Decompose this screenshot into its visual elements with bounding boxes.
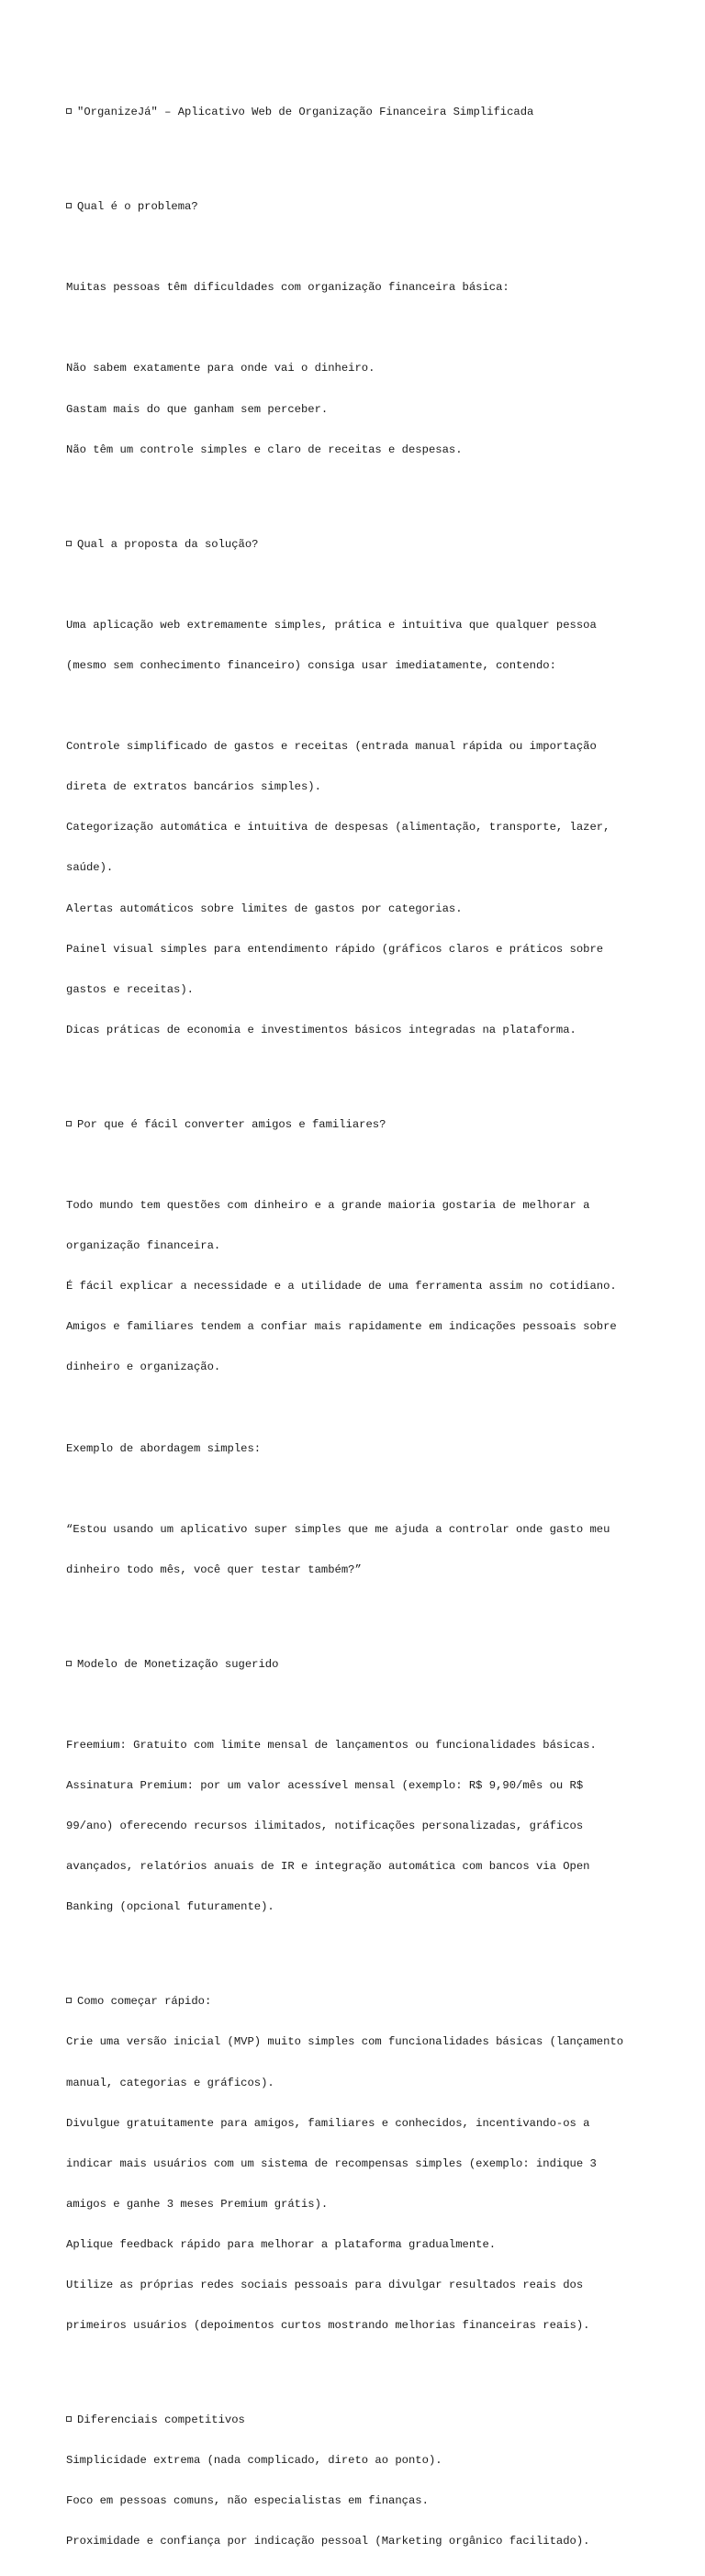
monetization-line: Freemium: Gratuito com limite mensal de lançamentos ou funcionalidades básicas. [66, 1739, 597, 1752]
title-text: "OrganizeJá" – Aplicativo Web de Organização Financeira Simplificada [77, 106, 534, 119]
solution-item-line: Controle simplificado de gastos e receitas (entrada manual rápida ou importação [66, 740, 597, 754]
solution-intro-line: (mesmo sem conhecimento financeiro) consiga usar imediatamente, contendo: [66, 658, 556, 672]
example-label: Exemplo de abordagem simples: [66, 1441, 262, 1455]
differentials-heading [66, 2414, 654, 2427]
problem-heading [66, 200, 654, 214]
differential-line: Proximidade e confiança por indicação pessoal (Marketing orgânico facilitado). [66, 2535, 590, 2548]
document [66, 65, 654, 2576]
solution-item-line: Dicas práticas de economia e investimentos básicos integradas na plataforma. [66, 1023, 576, 1036]
convert-line: organização financeira. [66, 1239, 221, 1253]
convert-heading-text: Por que é fácil converter amigos e familiares? [77, 1117, 386, 1131]
monetization-line: Banking (opcional futuramente). [66, 1900, 274, 1914]
convert-heading [66, 1118, 654, 1132]
convert-line: Amigos e familiares tendem a confiar mais rapidamente em indicações pessoais sobre [66, 1320, 617, 1334]
solution-heading-text: Qual a proposta da solução? [77, 537, 259, 551]
problem-item: Gastam mais do que ganham sem perceber. [66, 402, 329, 416]
monetization-line: avançados, relatórios anuais de IR e integração automática com bancos via Open [66, 1860, 590, 1874]
start-heading [66, 1995, 654, 2009]
differential-line: Simplicidade extrema (nada complicado, direto ao ponto). [66, 2454, 442, 2468]
solution-item-line: Alertas automáticos sobre limites de gastos por categorias. [66, 902, 463, 915]
convert-line: É fácil explicar a necessidade e a utilidade de uma ferramenta assim no cotidiano. [66, 1280, 617, 1294]
solution-item-line: gastos e receitas). [66, 982, 194, 996]
square-bullet-icon [66, 541, 72, 546]
example-quote-line: dinheiro todo mês, você quer testar também?” [66, 1562, 362, 1576]
start-line: Crie uma versão inicial (MVP) muito simples com funcionalidades básicas (lançamento [66, 2035, 624, 2049]
solution-item-line: Painel visual simples para entendimento rápido (gráficos claros e práticos sobre [66, 942, 604, 956]
problem-item: Não sabem exatamente para onde vai o dinheiro. [66, 362, 375, 375]
convert-line: Todo mundo tem questões com dinheiro e a grande maioria gostaria de melhorar a [66, 1198, 590, 1212]
square-bullet-icon [66, 108, 72, 114]
start-line: primeiros usuários (depoimentos curtos mostrando melhorias financeiras reais). [66, 2319, 590, 2333]
start-line: manual, categorias e gráficos). [66, 2076, 274, 2089]
solution-intro-line: Uma aplicação web extremamente simples, prática e intuitiva que qualquer pessoa [66, 618, 597, 632]
solution-item-line: direta de extratos bancários simples). [66, 780, 321, 794]
document-title [66, 106, 654, 119]
square-bullet-icon [66, 2416, 72, 2422]
monetization-line: Assinatura Premium: por um valor acessível mensal (exemplo: R$ 9,90/mês ou R$ [66, 1779, 584, 1793]
square-bullet-icon [66, 1121, 72, 1126]
square-bullet-icon [66, 1998, 72, 2003]
square-bullet-icon [66, 1661, 72, 1666]
start-line: amigos e ganhe 3 meses Premium grátis). [66, 2197, 329, 2211]
start-line: Aplique feedback rápido para melhorar a plataforma gradualmente. [66, 2238, 497, 2251]
convert-line: dinheiro e organização. [66, 1361, 221, 1374]
start-line: Utilize as próprias redes sociais pessoais para divulgar resultados reais dos [66, 2279, 584, 2292]
solution-heading [66, 538, 654, 552]
solution-item-line: Categorização automática e intuitiva de despesas (alimentação, transporte, lazer, [66, 821, 610, 834]
solution-item-line: saúde). [66, 861, 114, 875]
differential-line: Foco em pessoas comuns, não especialistas em finanças. [66, 2494, 429, 2508]
monetization-heading [66, 1658, 654, 1672]
example-quote-line: “Estou usando um aplicativo super simples que me ajuda a controlar onde gasto meu [66, 1522, 610, 1536]
square-bullet-icon [66, 203, 72, 208]
monetization-heading-text: Modelo de Monetização sugerido [77, 1657, 279, 1671]
problem-heading-text: Qual é o problema? [77, 200, 198, 214]
problem-intro: Muitas pessoas têm dificuldades com organização financeira básica: [66, 281, 509, 295]
start-line: indicar mais usuários com um sistema de recompensas simples (exemplo: indique 3 [66, 2156, 597, 2170]
differentials-heading-text: Diferenciais competitivos [77, 2414, 245, 2427]
monetization-line: 99/ano) oferecendo recursos ilimitados, notificações personalizadas, gráficos [66, 1820, 584, 1833]
start-heading-text: Como começar rápido: [77, 1995, 212, 2009]
start-line: Divulgue gratuitamente para amigos, familiares e conhecidos, incentivando-os a [66, 2116, 590, 2130]
problem-item: Não têm um controle simples e claro de receitas e despesas. [66, 442, 463, 456]
